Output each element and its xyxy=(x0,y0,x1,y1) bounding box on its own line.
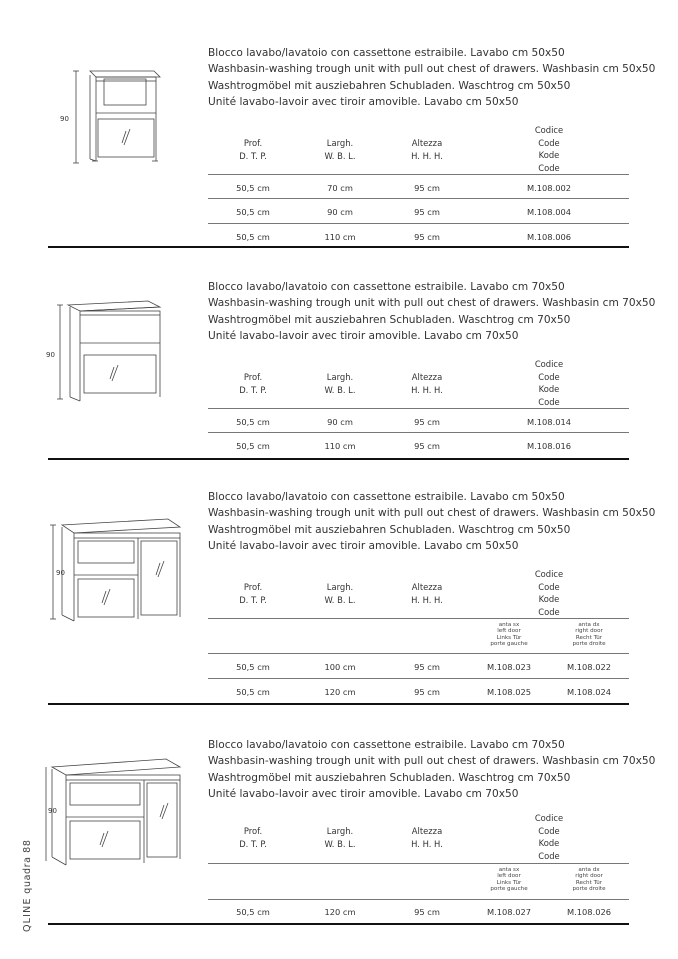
washbasin-unit-drawing xyxy=(48,753,198,883)
description-italian: Blocco lavabo/lavatoio con cassettone estraibile. Lavabo cm 50x50 xyxy=(208,47,565,59)
right-door-subheader: anta dx right door Recht Tür porte droite xyxy=(572,622,606,648)
product-description xyxy=(208,279,655,344)
left-door-subheader: anta sx left door Links Tür porte gauche xyxy=(490,622,528,648)
column-header-code: Codice Code Kode Code xyxy=(534,125,564,173)
table-rule xyxy=(208,863,629,864)
section-divider xyxy=(48,246,629,248)
column-header-width: Largh. W. B. L. xyxy=(324,372,356,395)
column-header-height: Altezza H. H. H. xyxy=(411,138,443,161)
product-description xyxy=(208,489,655,554)
description-french: Unité lavabo-lavoir avec tiroir amovible. Lavabo cm 70x50 xyxy=(208,329,519,342)
description-italian: Blocco lavabo/lavatoio con cassettone estraibile. Lavabo cm 50x50 xyxy=(208,491,565,503)
column-header-depth: Prof. D. T. P. xyxy=(239,582,267,605)
column-header-depth: Prof. D. T. P. xyxy=(239,138,267,161)
washbasin-unit-drawing xyxy=(48,293,198,423)
description-french: Unité lavabo-lavoir avec tiroir amovible. Lavabo cm 50x50 xyxy=(208,95,519,108)
description-french: Unité lavabo-lavoir avec tiroir amovible. Lavabo cm 50x50 xyxy=(208,539,519,552)
table-rule xyxy=(208,618,629,619)
column-header-width: Largh. W. B. L. xyxy=(324,826,356,849)
table-rule xyxy=(208,408,629,409)
column-header-depth: Prof. D. T. P. xyxy=(239,372,267,395)
height-dimension-label: 90 xyxy=(56,569,65,577)
washbasin-unit-drawing xyxy=(48,61,198,191)
section-divider xyxy=(48,703,629,705)
page-number: 88 xyxy=(22,839,33,853)
product-section-4: 90 Blocco lavabo/lavatoio con cassettone estraibile. Lavabo cm 70x50 Washbasin-washing trough unit with pull out chest of drawers. Washbasin cm 70x50 Washtrogmöbel mit ausziebahren Schubladen. Waschtrog cm 70x50 Unité lavabo-lavoir avec tiroir amovible. Lavabo cm 70x50 Prof. D. T. P. Largh. W. B. L. Altezza H. H. H. Codice Code Kode Code anta sx left door Links Tür porte gauche anta dx right door Recht Tür porte droite 50,5 cm 120 cm 95 cm M.108.027 M.108.026 xyxy=(0,737,678,932)
table-rule xyxy=(208,678,629,679)
table-rule xyxy=(208,653,629,654)
description-french: Unité lavabo-lavoir avec tiroir amovible. Lavabo cm 70x50 xyxy=(208,787,519,800)
right-door-subheader: anta dx right door Recht Tür porte droite xyxy=(572,867,606,893)
column-header-code: Codice Code Kode Code xyxy=(534,813,564,861)
washbasin-unit-drawing xyxy=(48,513,198,643)
column-header-code: Codice Code Kode Code xyxy=(534,359,564,407)
description-english: Washbasin-washing trough unit with pull out chest of drawers. Washbasin cm 50x50 xyxy=(208,507,656,520)
table-rule xyxy=(208,899,629,900)
product-line: quadra xyxy=(22,856,33,894)
description-italian: Blocco lavabo/lavatoio con cassettone estraibile. Lavabo cm 70x50 xyxy=(208,739,565,751)
table-rule xyxy=(208,432,629,433)
product-description xyxy=(208,737,655,802)
product-section-3: 90 Blocco lavabo/lavatoio con cassettone estraibile. Lavabo cm 50x50 Washbasin-washing trough unit with pull out chest of drawers. Washbasin cm 50x50 Washtrogmöbel mit ausziebahren Schubladen. Waschtrog cm 50x50 Unité lavabo-lavoir avec tiroir amovible. Lavabo cm 50x50 Prof. D. T. P. Largh. W. B. L. Altezza H. H. H. Codice Code Kode Code anta sx left door Links Tür porte gauche anta dx right door Recht Tür porte droite 50,5 cm 100 cm 95 cm M.108.023 M.108.022 50,5 cm 120 cm 95 cm M.108.025 M.108.024 xyxy=(0,489,678,709)
section-divider xyxy=(48,923,629,925)
column-header-width: Largh. W. B. L. xyxy=(324,138,356,161)
column-header-depth: Prof. D. T. P. xyxy=(239,826,267,849)
description-english: Washbasin-washing trough unit with pull out chest of drawers. Washbasin cm 70x50 xyxy=(208,297,656,310)
side-page-label xyxy=(22,840,33,932)
description-english: Washbasin-washing trough unit with pull out chest of drawers. Washbasin cm 70x50 xyxy=(208,755,656,768)
description-german: Washtrogmöbel mit ausziebahren Schubladen. Waschtrog cm 70x50 xyxy=(208,771,571,784)
column-header-height: Altezza H. H. H. xyxy=(411,582,443,605)
height-dimension-label: 90 xyxy=(48,807,57,815)
section-divider xyxy=(48,458,629,460)
column-header-width: Largh. W. B. L. xyxy=(324,582,356,605)
product-section-1: 90 Blocco lavabo/lavatoio con cassettone estraibile. Lavabo cm 50x50 Washbasin-washing trough unit with pull out chest of drawers. Washbasin cm 50x50 Washtrogmöbel mit ausziebahren Schubladen. Waschtrog cm 50x50 Unité lavabo-lavoir avec tiroir amovible. Lavabo cm 50x50 Prof. D. T. P. Largh. W. B. L. Altezza H. H. H. Codice Code Kode Code 50,5 cm 70 cm 95 cm M.108.002 50,5 cm 90 cm 95 cm M.108.004 50,5 cm 110 cm 95 cm M.108.006 xyxy=(0,45,678,250)
column-header-height: Altezza H. H. H. xyxy=(411,372,443,395)
description-german: Washtrogmöbel mit ausziebahren Schubladen. Waschtrog cm 50x50 xyxy=(208,523,571,536)
table-rule xyxy=(208,198,629,199)
description-english: Washbasin-washing trough unit with pull out chest of drawers. Washbasin cm 50x50 xyxy=(208,63,656,76)
table-rule xyxy=(208,223,629,224)
description-italian: Blocco lavabo/lavatoio con cassettone estraibile. Lavabo cm 70x50 xyxy=(208,281,565,293)
product-section-2: 90 Blocco lavabo/lavatoio con cassettone estraibile. Lavabo cm 70x50 Washbasin-washing trough unit with pull out chest of drawers. Washbasin cm 70x50 Washtrogmöbel mit ausziebahren Schubladen. Waschtrog cm 70x50 Unité lavabo-lavoir avec tiroir amovible. Lavabo cm 70x50 Prof. D. T. P. Largh. W. B. L. Altezza H. H. H. Codice Code Kode Code 50,5 cm 90 cm 95 cm M.108.014 50,5 cm 110 cm 95 cm M.108.016 xyxy=(0,279,678,464)
height-dimension-label: 90 xyxy=(60,115,69,123)
product-description xyxy=(208,45,655,110)
height-dimension-label: 90 xyxy=(46,351,55,359)
brand-name: QLINE xyxy=(22,897,33,932)
column-header-code: Codice Code Kode Code xyxy=(534,569,564,617)
description-german: Washtrogmöbel mit ausziebahren Schubladen. Waschtrog cm 50x50 xyxy=(208,79,571,92)
column-header-height: Altezza H. H. H. xyxy=(411,826,443,849)
table-rule xyxy=(208,174,629,175)
left-door-subheader: anta sx left door Links Tür porte gauche xyxy=(490,867,528,893)
description-german: Washtrogmöbel mit ausziebahren Schubladen. Waschtrog cm 70x50 xyxy=(208,313,571,326)
